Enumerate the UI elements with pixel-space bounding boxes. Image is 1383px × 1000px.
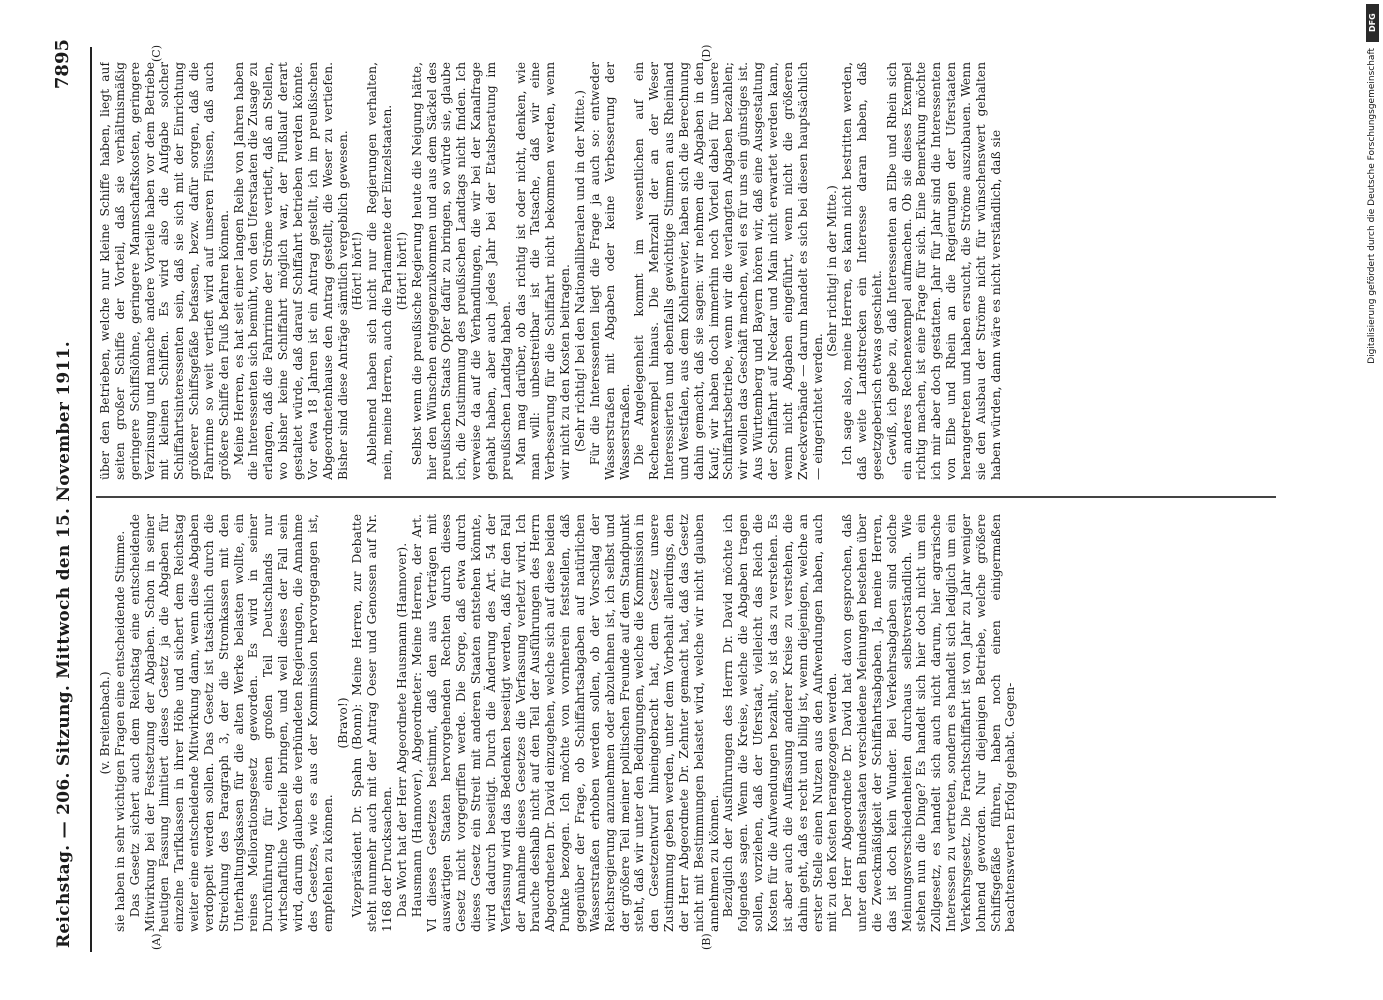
right-column: [98, 62, 1273, 480]
page-number: 7895: [52, 39, 73, 90]
header-rule: [90, 47, 92, 952]
running-title: Reichstag. — 206. Sitzung. Mittwoch den 15. November 1911.: [54, 340, 74, 948]
left-column: [98, 514, 1273, 932]
digitization-credit: Digitalisierung gefördert durch die Deutsche Forschungsgemeinschaft: [1367, 48, 1377, 364]
paragraph: Meine Herren, es hat seit einer langen Reihe von Jahren haben die Interessenten sich bemüht, von den Uferstaaten die Zusage zu erlangen, daß die Fahrrinne der Ströme vertieft, daß an Stellen, wo bisher keine Schiffahrt möglich war, der Flußlauf derart gestaltet würde, daß darauf Schiffahrt betrieben werden könnte. Vor etwa 18 Jahren ist ein Antrag gestellt, ich im preußischen Abgeordnetenhause den Antrag gestellt, die Weser zu vertiefen. Bisher sind diese Anträge sämtlich vergeblich gewesen.: [231, 62, 350, 480]
paragraph: Selbst wenn die preußische Regierung heute die Neigung hätte, hier den Wünschen entgegenzukommen und aus dem Säckel des preußischen Staats Opfer dafür zu bringen, so würde sie, glaube ich, die Zustimmung des preußischen Landtags nicht finden. Ich verweise da auf die Verhandlungen, die wir bei der Kanalfrage gehabt haben, aber auch jedes Jahr bei der Etatsberatung im preußischen Landtag haben.: [409, 62, 513, 480]
interjection: (Bravo!): [335, 697, 350, 749]
paragraph: Der Herr Abgeordnete Dr. David hat davon gesprochen, daß unter den Bundesstaaten verschiedene Meinungen bestehen über die Zweckmäßigkeit der Schiffahrtsabgaben. Ja, meine Herren, das ist doch kein Wunder. Bei Verkehrsabgaben sind solche Meinungsverschiedenheiten durchaus selbstverständlich. Wie stehen nun die Dinge? Es handelt sich hier doch nicht um ein Zollgesetz, es handelt sich auch nicht darum, hier agrarische Interessen zu vertreten, sondern es handelt sich lediglich um ein Verkehrsgesetz. Die Frachtschiffahrt ist von Jahr zu Jahr weniger lohnend geworden. Nur diejenigen Betriebe, welche größere Schiffsgefäße führen, haben noch einen einigermaßen beachtenswerten Erfolg gehabt. Gegen-: [840, 514, 1018, 932]
interjection: (Sehr richtig! in der Mitte.): [825, 185, 840, 357]
margin-mark-c: (C): [150, 45, 163, 62]
paragraph: Vizepräsident Dr. Spahn (Bonn): Meine Herren, zur Debatte steht nunmehr auch mit der Antrag Oeser und Genossen auf Nr. 1168 der Drucksachen.: [350, 514, 395, 932]
paragraph: Man mag darüber, ob das richtig ist oder nicht, denken, wie man will: unbestreitbar ist die Tatsache, daß wir eine Verbesserung für die Schiffahrt nicht bekommen werden, wenn wir nicht zu den Kosten beitragen.: [513, 62, 573, 480]
paragraph: Ich sage also, meine Herren, es kann nicht bestritten werden, daß weite Landstrecken ein Interesse daran haben, daß gesetzgeberisch etwas geschieht.: [840, 62, 884, 480]
margin-mark-d: (D): [700, 44, 713, 62]
interjection: (Sehr richtig! bei den Nationalliberalen und in der Mitte.): [573, 90, 587, 452]
paragraph: Das Wort hat der Herr Abgeordnete Hausmann (Hannover).: [394, 542, 409, 918]
speaker-tag: (v. Breitenbach.): [98, 671, 112, 775]
interjection: (Hört! hört!): [394, 231, 409, 311]
paragraph: Ablehnend haben sich nicht nur die Regierungen verhalten, nein, meine Herren, auch die Parlamente der Einzelstaaten.: [365, 62, 395, 480]
column-divider: [96, 497, 1276, 499]
paragraph: sie haben in sehr wichtigen Fragen eine entscheidende Stimme.: [112, 530, 127, 932]
paragraph: über den Betrieben, welche nur kleine Schiffe haben, liegt auf seiten großer Schiffe der Vorteil, daß sie verhältnismäßig geringere Schiffslöhne, geringere Mannschaftskosten, geringere Verzinsung und manche andere Vorteile haben vor dem Betriebe mit kleinen Schiffen. Es wird also die Aufgabe solcher Schiffahrtsinteressenten sein, daß sie sich mit der Einrichtung größerer Schiffsgefäße befassen, bezw. dafür sorgen, daß die Fahrrinne so weit vertieft wird auf unseren Flüssen, daß auch größere Schiffe den Fluß befahren können.: [98, 62, 231, 480]
margin-mark-a: (A): [150, 933, 163, 950]
paragraph: Gewiß, ich gebe zu, daß Interessenten an Elbe und Rhein sich ein anderes Rechenexempel aufmachen. Ob sie dieses Exempel richtig machen, ist eine Frage für sich. Eine Bemerkung möchte ich mir aber doch gestatten. Jahr für Jahr sind die Interessenten von Elbe und Rhein an die Regierungen der Uferstaaten herangetreten und haben ersucht, die Ströme auszubauen. Wenn sie den Ausbau der Ströme nicht für wünschenswert gehalten haben würden, dann wäre es nicht verständlich, daß sie: [884, 62, 1003, 480]
paragraph: Hausmann (Hannover), Abgeordneter: Meine Herren, der Art. VI dieses Gesetzes bestimmt, daß den aus Verträgen mit auswärtigen Staaten hervorgehenden Rechten durch dieses Gesetz nicht vorgegriffen werde. Die Sorge, daß etwa durch dieses Gesetz ein Streit mit anderen Staaten entstehen könnte, wird dadurch beseitigt. Durch die Änderung des Art. 54 der Verfassung wird das Bedenken beseitigt werden, daß für den Fall der Annahme dieses Gesetzes die Verfassung verletzt wird. Ich brauche deshalb nicht auf den Teil der Ausführungen des Herrn Abgeordneten Dr. David einzugehen, welche sich auf diese beiden Punkte bezogen. Ich möchte von vornherein feststellen, daß gegenüber der Frage, ob Schiffahrtsabgaben auf natürlichen Wasserstraßen erhoben werden sollen, ob der Vorschlag der Reichsregierung anzunehmen oder abzulehnen ist, ich selbst und der größere Teil meiner politischen Freunde auf dem Standpunkt steht, daß wir unter den Bedingungen, welche die Kommission in den Gesetzentwurf hineingebracht hat, dem Gesetz unsere Zustimmung geben werden, unter dem Vorbehalt allerdings, den der Herr Abgeordnete Dr. Zehnter gemacht hat, daß das Gesetz nicht mit Bestimmungen belastet wird, welche wir nicht glauben annehmen zu können.: [409, 514, 721, 932]
paragraph: Die Angelegenheit kommt im wesentlichen auf ein Rechenexempel hinaus. Die Mehrzahl der an der Weser Interessierten und ebenfalls gewichtige Stimmen aus Rheinland und Westfalen, aus dem Kohlenrevier, haben sich die Berechnung dahin gemacht, daß sie sagen: wir nehmen die Abgaben in den Kauf; wir haben doch immerhin noch Vorteil dabei für unsere Schiffahrtsbetriebe, wenn wir die verlangten Abgaben bezahlen; wir wollen das Geschäft machen, weil es für uns ein günstiges ist. Aus Württemberg und Bayern hören wir, daß eine Ausgestaltung der Schiffahrt auf Neckar und Main nicht erwartet werden kann, wenn nicht Abgaben eingeführt, wenn nicht die größeren Zweckverbände — darum handelt es sich bei diesen hauptsächlich — eingerichtet werden.: [632, 62, 825, 480]
dfg-logo: DFG: [1366, 4, 1379, 42]
interjection: (Hört! hört!): [350, 231, 365, 311]
paragraph: Bezüglich der Ausführungen des Herrn Dr. David möchte ich folgendes sagen. Wenn die Kreise, welche die Abgaben tragen sollen, vorziehen, daß der Uferstaat, vielleicht das Reich die Kosten für die Aufwendungen bezahlt, so ist das zu verstehen. Es ist aber auch die Auffassung anderer Kreise zu verstehen, die dahin geht, daß es recht und billig ist, wenn diejenigen, welche an erster Stelle einen Nutzen aus den Aufwendungen haben, auch mit zu den Kosten herangezogen werden.: [721, 514, 840, 932]
page-header: [48, 35, 84, 960]
paragraph: Für die Interessenten liegt die Frage ja auch so: entweder Wasserstraßen mit Abgaben oder keine Verbesserung der Wasserstraßen.: [587, 62, 632, 480]
paragraph: Das Gesetz sichert auch dem Reichstag eine entscheidende Mitwirkung bei der Festsetzung der Abgaben. Schon in seiner heutigen Fassung limitiert dieses Gesetz ja die Abgaben für einzelne Tarifklassen in ihrer Höhe und sichert dem Reichstag weiter eine entscheidende Mitwirkung dann, wenn diese Abgaben verdoppelt werden sollen. Das Gesetz ist tatsächlich durch die Streichung des Paragraph 3, der die Stromkassen mit den Unterhaltungskassen für die alten Werke belasten wollte, ein reines Meliorationsgesetz geworden. Es wird in seiner Durchführung für einen großen Teil Deutschlands nur wirtschaftliche Vorteile bringen, und weil dieses der Fall sein wird, darum glauben die verbündeten Regierungen, die Annahme des Gesetzes, wie es aus der Kommission hervorgegangen ist, empfehlen zu können.: [127, 514, 335, 932]
margin-mark-b: (B): [700, 933, 713, 950]
